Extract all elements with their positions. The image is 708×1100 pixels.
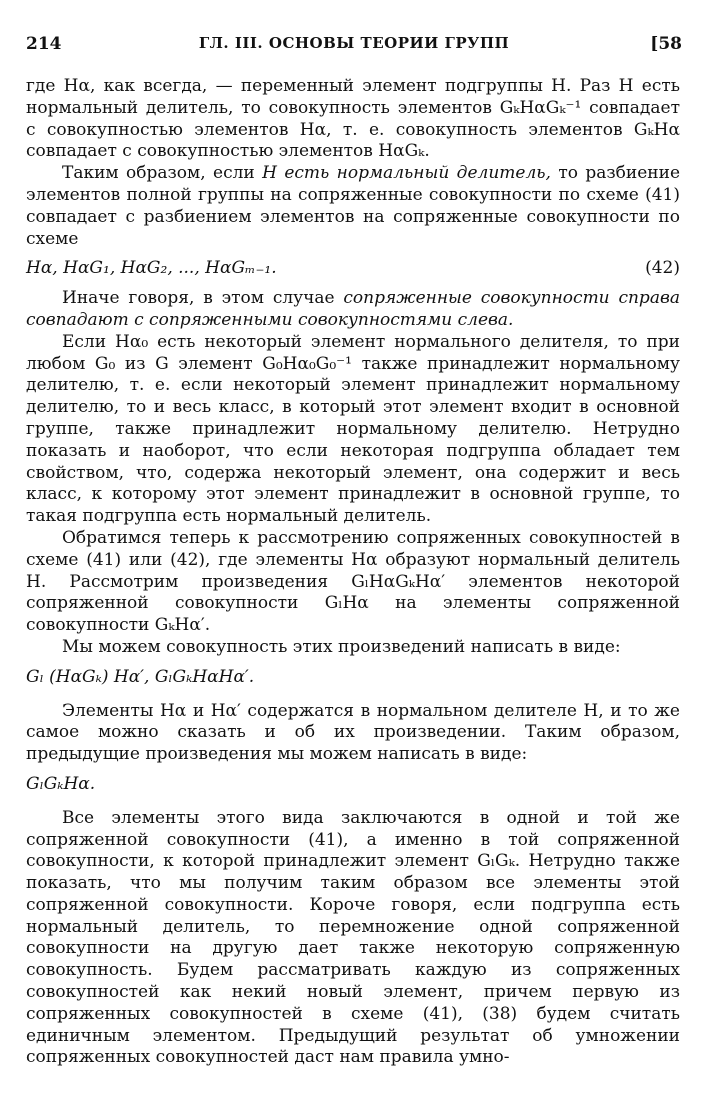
chapter-title: ГЛ. III. ОСНОВЫ ТЕОРИИ ГРУПП — [198, 34, 510, 52]
paragraph-3-start: Иначе говоря, в этом случае — [62, 288, 335, 309]
paragraph-1: где Hα, как всегда, — переменный элемент подгруппы H. Раз H есть нормальный делитель, то совокупность элементов GₖHαGₖ⁻¹ совпадает с совокупностью элементов Hα, т. е. совокупность элементов GₖHα совпадает с совокупностью элементов HαGₖ. — [26, 76, 680, 162]
page-header — [26, 34, 682, 58]
paragraph-2-end: то разбиение элементов полной группы на сопряженные совокупности по схеме (41) совпадает с разбиением элементов на сопряженные совокупности по схеме — [26, 163, 681, 249]
paragraph-2-emphasis: H есть нормальный делитель, — [262, 163, 551, 184]
page-body — [26, 76, 680, 1069]
paragraph-7: Элементы Hα и Hα′ содержатся в нормальном делителе H, и то же самое можно сказать и об их произведении. Таким образом, предыдущие произведения мы можем написать в виде: — [26, 700, 680, 765]
equation-products: Gₗ (HαGₖ) Hα′, GₗGₖHαHα′. — [26, 666, 255, 687]
paragraph-4: Если Hα₀ есть некоторый элемент нормального делителя, то при любом G₀ из G элемент G₀Hα₀G₀⁻¹ также принадлежит нормальному делителю, т. е. если некоторый элемент принадлежит нормальному делителю, то и весь класс, в который этот элемент входит в основной группе, также принадлежит нормальному делителю. Нетрудно показать и наоборот, что если некоторая подгруппа обладает тем свойством, что, содержа некоторый элемент, она содержит и весь класс, к которому этот элемент принадлежит в основной группе, то такая подгруппа есть нормальный делитель. — [26, 331, 680, 527]
paragraph-5: Обратимся теперь к рассмотрению сопряженных совокупностей в схеме (41) или (42), где элементы Hα образуют нормальный делитель H. Рассмотрим произведения GₗHαGₖHα′ элементов некоторой сопряженной совокупности GₗHα на элементы сопряженной совокупности GₖHα′. — [26, 527, 680, 636]
paragraph-6: Мы можем совокупность этих произведений написать в виде: — [62, 636, 621, 657]
paragraph-2 — [26, 163, 680, 250]
equation-42 — [26, 258, 680, 280]
paragraph-3-emphasis: сопряженные совокупности справа совпадают с сопряженными совокупностями слева. — [26, 288, 680, 330]
paragraph-3 — [26, 288, 680, 332]
paragraph-2-start: Таким образом, если — [62, 163, 255, 184]
paragraph-8: Все элементы этого вида заключаются в одной и той же сопряженной совокупности (41), а именно в той сопряженной совокупности, к которой принадлежит элемент GₗGₖ. Нетрудно также показать, что мы получим таким образом все элементы этой сопряженной совокупности. Короче говоря, если подгруппа есть нормальный делитель, то перемножение одной сопряженной совокупности на другую дает также некоторую сопряженную совокупность. Будем рассматривать каждую из сопряженных совокупностей как некий новый элемент, причем первую из сопряженных совокупностей в схеме (41), (38) будем считать единичным элементом. Предыдущий результат об умножении сопряженных совокупностей даст нам правила умно- — [26, 807, 680, 1068]
page-number: 214 — [26, 34, 62, 54]
equation-42-number: (42) — [645, 258, 680, 279]
equation-result: GₗGₖHα. — [26, 773, 96, 794]
equation-42-body: Hα, HαG₁, HαG₂, ..., HαGₘ₋₁. — [26, 258, 277, 279]
section-number: [58 — [650, 34, 682, 54]
